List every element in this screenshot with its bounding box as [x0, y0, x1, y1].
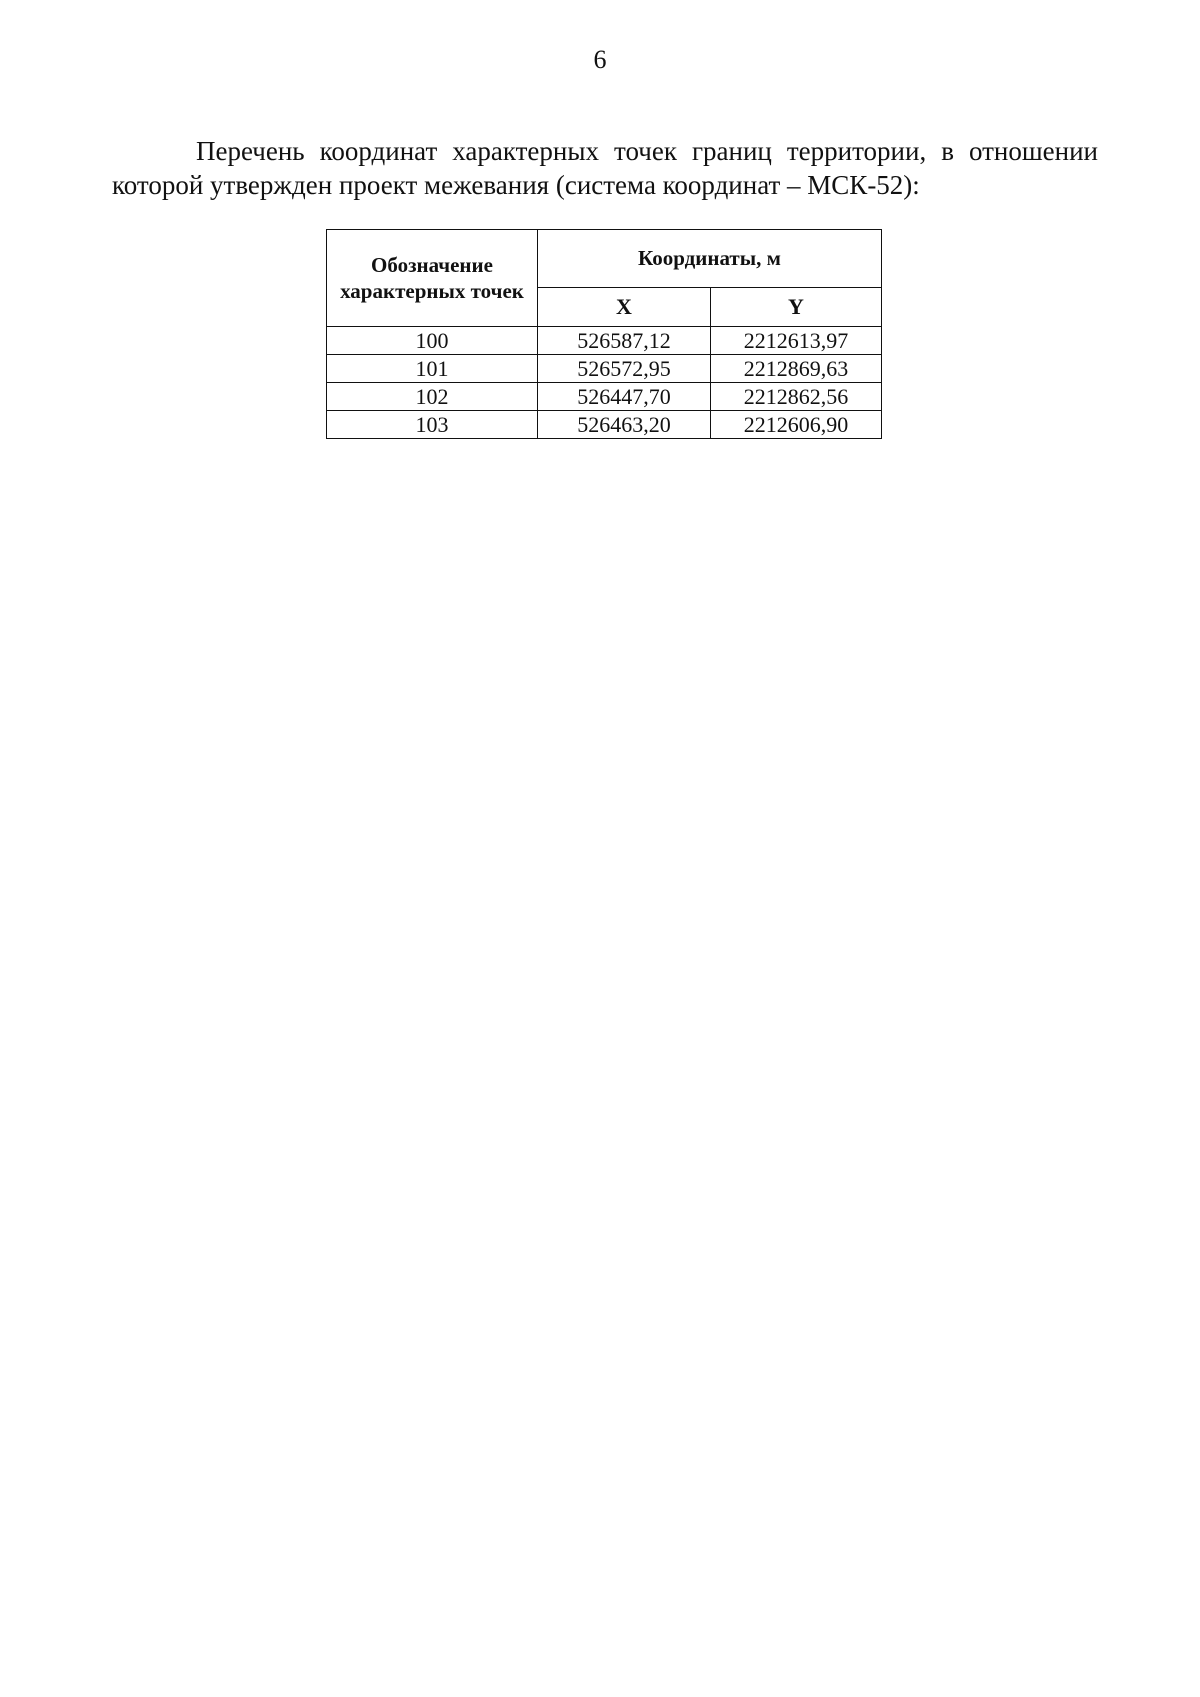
cell-point: 102 [327, 383, 538, 411]
cell-y: 2212869,63 [711, 355, 882, 383]
cell-x: 526572,95 [538, 355, 711, 383]
cell-x: 526463,20 [538, 411, 711, 439]
cell-x: 526447,70 [538, 383, 711, 411]
header-point-designation: Обозначение характерных точек [327, 230, 538, 327]
cell-x: 526587,12 [538, 327, 711, 355]
cell-y: 2212613,97 [711, 327, 882, 355]
table-row [327, 411, 882, 439]
cell-point: 100 [327, 327, 538, 355]
header-coordinates: Координаты, м [538, 230, 882, 288]
cell-y: 2212862,56 [711, 383, 882, 411]
cell-point: 103 [327, 411, 538, 439]
table-header-row [327, 230, 882, 288]
table-row [327, 327, 882, 355]
coordinates-table [326, 229, 882, 439]
page-number: 6 [593, 45, 607, 74]
header-y: Y [711, 288, 882, 327]
table-row [327, 383, 882, 411]
table-row [327, 355, 882, 383]
intro-paragraph: Перечень координат характерных точек границ территории, в отношении которой утвержден проект межевания (система координат – МСК-52): [112, 136, 1098, 200]
header-x: X [538, 288, 711, 327]
cell-y: 2212606,90 [711, 411, 882, 439]
cell-point: 101 [327, 355, 538, 383]
